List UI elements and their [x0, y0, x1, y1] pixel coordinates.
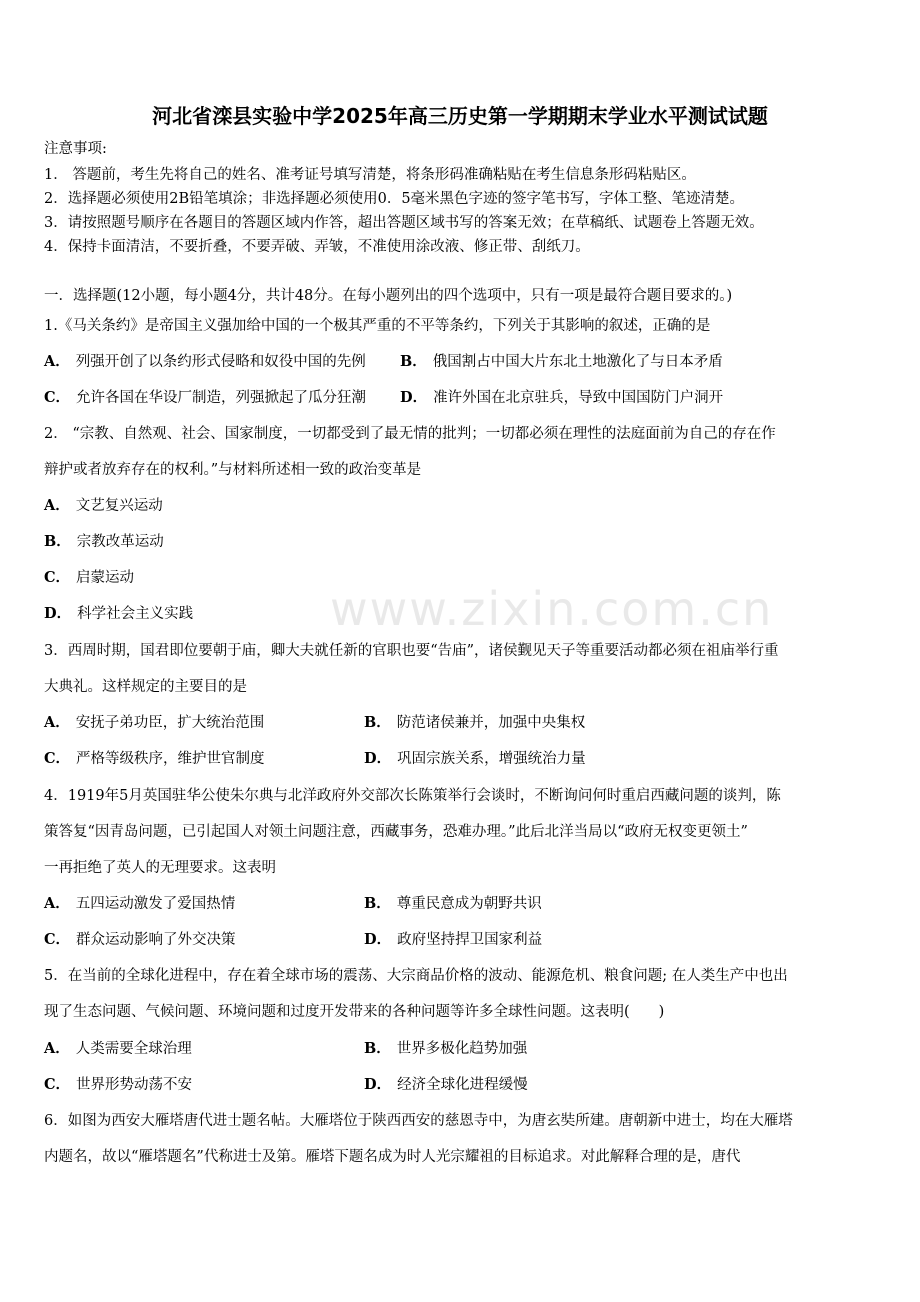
option-text: 列强开创了以条约形式侵略和奴役中国的先例: [75, 354, 366, 370]
option-label: B．: [364, 895, 391, 912]
question-3-stem: 3．西周时期，国君即位要朝于庙，卿大夫就任新的官职也要“告庙”，诸侯觐见天子等重要活动都必须在祖庙举行重: [44, 643, 779, 659]
option-text: 准许外国在北京驻兵，导致中国国防门户洞开: [433, 390, 724, 406]
q3-option-c: [44, 747, 265, 768]
page-title: 河北省滦县实验中学2025年高三历史第一学期期末学业水平测试试题: [152, 104, 768, 128]
option-label: B．: [400, 353, 427, 370]
q4-option-d: [364, 928, 542, 949]
option-text: 巩固宗族关系，增强统治力量: [397, 751, 586, 767]
option-text: 允许各国在华设厂制造，列强掀起了瓜分狂潮: [76, 390, 367, 406]
question-3-stem: 大典礼。这样规定的主要目的是: [44, 679, 247, 695]
option-label: B．: [44, 533, 71, 550]
q2-option-c: [44, 566, 134, 587]
q1-option-b: [400, 350, 723, 371]
option-label: D．: [364, 750, 392, 767]
notice-item: 2．选择题必须使用2B铅笔填涂；非选择题必须使用0．5毫米黑色字迹的签字笔书写，字体工整、笔迹清楚。: [44, 191, 745, 207]
q2-option-d: [44, 602, 193, 623]
option-label: A．: [44, 1040, 70, 1057]
q2-option-a: [44, 494, 163, 515]
option-text: 防范诸侯兼并，加强中央集权: [396, 715, 586, 731]
option-text: 尊重民意成为朝野共识: [396, 896, 542, 912]
option-text: 启蒙运动: [76, 570, 135, 586]
q4-option-a: [44, 892, 235, 913]
notice-item: 3．请按照题号顺序在各题目的答题区域内作答，超出答题区域书写的答案无效；在草稿纸、试题卷上答题无效。: [44, 215, 764, 231]
question-5-stem: 5．在当前的全球化进程中，存在着全球市场的震荡、大宗商品价格的波动、能源危机、粮食问题; 在人类生产中也出: [44, 968, 788, 984]
option-text: 严格等级秩序，维护世官制度: [76, 751, 265, 767]
option-text: 群众运动影响了外交决策: [76, 932, 236, 948]
option-label: A．: [44, 714, 70, 731]
option-text: 世界形势动荡不安: [76, 1077, 193, 1093]
question-6-stem: 6．如图为西安大雁塔唐代进士题名帖。大雁塔位于陕西西安的慈恩寺中，为唐玄奘所建。唐朝新中进士，均在大雁塔: [44, 1113, 793, 1129]
option-label: D．: [44, 605, 72, 622]
option-text: 政府坚持捍卫国家利益: [397, 932, 543, 948]
notice-heading: 注意事项:: [44, 141, 107, 157]
option-text: 文艺复兴运动: [75, 498, 163, 514]
question-6-stem: 内题名，故以“雁塔题名”代称进士及第。雁塔下题名成为时人光宗耀祖的目标追求。对此解释合理的是，唐代: [44, 1149, 741, 1165]
option-label: A．: [44, 353, 70, 370]
question-4-stem: 4．1919年5月英国驻华公使朱尔典与北洋政府外交部次长陈策举行会谈时，不断询问何时重启西藏问题的谈判，陈: [44, 788, 781, 804]
question-4-stem: 策答复“因青岛问题，已引起国人对领土问题注意，西藏事务，恐难办理。”此后北洋当局以“政府无权变更领土”: [44, 824, 748, 840]
notice-item: 1． 答题前，考生先将自己的姓名、准考证号填写清楚，将条形码准确粘贴在考生信息条形码粘贴区。: [44, 167, 696, 183]
q1-option-c: [44, 386, 366, 407]
option-text: 世界多极化趋势加强: [396, 1041, 528, 1057]
question-4-stem: 一再拒绝了英人的无理要求。这表明: [44, 860, 276, 876]
q5-option-d: [364, 1073, 528, 1094]
option-label: C．: [44, 389, 71, 406]
option-text: 经济全球化进程缓慢: [397, 1077, 528, 1093]
q5-option-a: [44, 1037, 192, 1058]
option-label: D．: [364, 931, 392, 948]
q4-option-b: [364, 892, 542, 913]
option-label: B．: [364, 714, 391, 731]
option-text: 五四运动激发了爱国热情: [75, 896, 236, 912]
question-2-stem: 辩护或者放弃存在的权利。”与材料所述相一致的政治变革是: [44, 462, 422, 478]
q3-option-a: [44, 711, 264, 732]
question-1-stem: 1.《马关条约》是帝国主义强加给中国的一个极其严重的不平等条约，下列关于其影响的叙述，正确的是: [44, 318, 711, 334]
q4-option-c: [44, 928, 236, 949]
option-label: D．: [400, 389, 428, 406]
question-5-stem: 现了生态问题、气候问题、环境问题和过度开发带来的各种问题等许多全球性问题。这表明( ): [44, 1004, 665, 1020]
option-text: 安抚子弟功臣，扩大统治范围: [75, 715, 265, 731]
q5-option-b: [364, 1037, 527, 1058]
q1-option-d: [400, 386, 723, 407]
option-label: D．: [364, 1076, 392, 1093]
option-label: C．: [44, 750, 71, 767]
option-label: C．: [44, 569, 71, 586]
notice-item: 4．保持卡面清洁，不要折叠，不要弄破、弄皱，不准使用涂改液、修正带、刮纸刀。: [44, 239, 590, 255]
q5-option-c: [44, 1073, 192, 1094]
option-text: 宗教改革运动: [76, 534, 164, 550]
q3-option-b: [364, 711, 585, 732]
section-heading: 一．选择题(12小题，每小题4分，共计48分。在每小题列出的四个选项中，只有一项是最符合题目要求的。): [44, 288, 733, 304]
watermark: www.zixin.com.cn: [330, 582, 774, 636]
q3-option-d: [364, 747, 586, 768]
option-label: A．: [44, 497, 70, 514]
option-label: C．: [44, 931, 71, 948]
question-2-stem: 2． “宗教、自然观、社会、国家制度，一切都受到了最无情的批判；一切都必须在理性的法庭面前为自己的存在作: [44, 426, 776, 442]
q1-option-a: [44, 350, 366, 371]
option-label: A．: [44, 895, 70, 912]
option-text: 人类需要全球治理: [75, 1041, 192, 1057]
option-label: C．: [44, 1076, 71, 1093]
option-text: 科学社会主义实践: [77, 606, 194, 622]
option-label: B．: [364, 1040, 391, 1057]
option-text: 俄国割占中国大片东北土地激化了与日本矛盾: [432, 354, 723, 370]
q2-option-b: [44, 530, 164, 551]
